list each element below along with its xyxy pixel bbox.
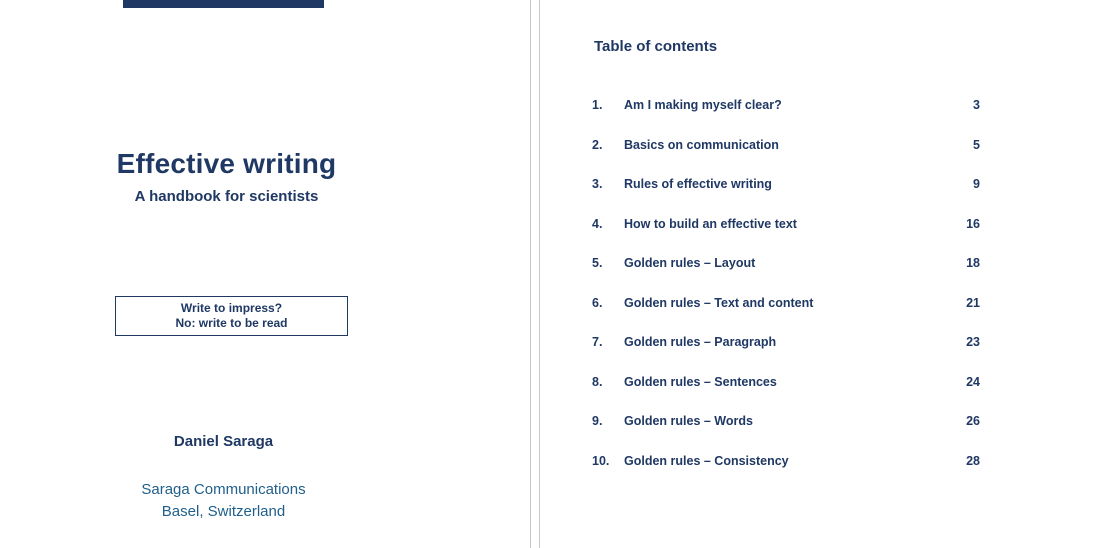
toc-entry-label: Golden rules – Paragraph	[624, 335, 777, 349]
toc-entry-number: 1.	[592, 98, 603, 112]
toc-entry-number: 2.	[592, 137, 603, 152]
toc-entry-label: Golden rules – Sentences	[624, 374, 777, 389]
cover-callout-box	[115, 296, 348, 336]
callout-line-2: No: write to be read	[175, 316, 288, 330]
table-of-contents-page	[540, 0, 1097, 548]
toc-entry-page-number: 26	[966, 414, 980, 428]
toc-entry-label: Golden rules – Text and content	[624, 295, 814, 310]
toc-entry-number: 5.	[592, 256, 603, 270]
toc-entry[interactable]	[540, 454, 1097, 494]
affiliation-location: Basel, Switzerland	[161, 503, 286, 520]
toc-list	[540, 98, 1097, 493]
toc-entry-number: 10.	[592, 453, 610, 468]
toc-entry[interactable]	[540, 217, 1097, 257]
toc-entry-number: 6.	[592, 295, 603, 310]
toc-entry[interactable]	[540, 375, 1097, 415]
toc-entry-page-number: 9	[973, 177, 980, 191]
toc-entry-page-number: 21	[966, 295, 980, 310]
toc-entry[interactable]	[540, 138, 1097, 178]
toc-entry-label: Rules of effective writing	[624, 177, 772, 191]
cover-page	[0, 0, 530, 548]
toc-entry[interactable]	[540, 98, 1097, 138]
logo-wordmark	[160, 0, 286, 4]
toc-entry[interactable]	[540, 414, 1097, 454]
author-affiliation	[0, 479, 447, 523]
publisher-logo	[123, 0, 324, 8]
toc-entry-number: 4.	[592, 216, 603, 231]
toc-entry-label: Basics on communication	[624, 137, 779, 152]
page-subtitle: A handbook for scientists	[134, 188, 319, 205]
toc-entry-number: 8.	[592, 374, 603, 389]
toc-entry-number: 7.	[592, 335, 603, 349]
page-title: Effective writing	[116, 148, 337, 179]
toc-entry-label: How to build an effective text	[624, 216, 797, 231]
toc-entry-page-number: 24	[966, 374, 980, 389]
toc-entry-number: 9.	[592, 414, 603, 428]
toc-entry-number: 3.	[592, 177, 603, 191]
toc-entry-label: Golden rules – Consistency	[624, 453, 789, 468]
toc-entry-page-number: 5	[973, 137, 980, 152]
page-divider-left	[530, 0, 531, 548]
toc-entry-label: Golden rules – Words	[624, 414, 753, 428]
author-name: Daniel Saraga	[173, 433, 274, 450]
toc-entry-page-number: 23	[966, 335, 980, 349]
toc-entry[interactable]	[540, 296, 1097, 336]
toc-entry[interactable]	[540, 256, 1097, 296]
callout-line-1: Write to impress?	[180, 301, 283, 315]
toc-heading: Table of contents	[594, 38, 718, 55]
toc-entry-page-number: 3	[973, 98, 980, 112]
toc-entry-label: Am I making myself clear?	[624, 98, 782, 112]
toc-entry[interactable]	[540, 335, 1097, 375]
toc-entry-page-number: 18	[966, 256, 980, 270]
toc-entry[interactable]	[540, 177, 1097, 217]
toc-entry-label: Golden rules – Layout	[624, 256, 756, 270]
toc-entry-page-number: 16	[966, 216, 980, 231]
toc-entry-page-number: 28	[966, 453, 980, 468]
affiliation-organization: Saraga Communications	[141, 481, 306, 498]
